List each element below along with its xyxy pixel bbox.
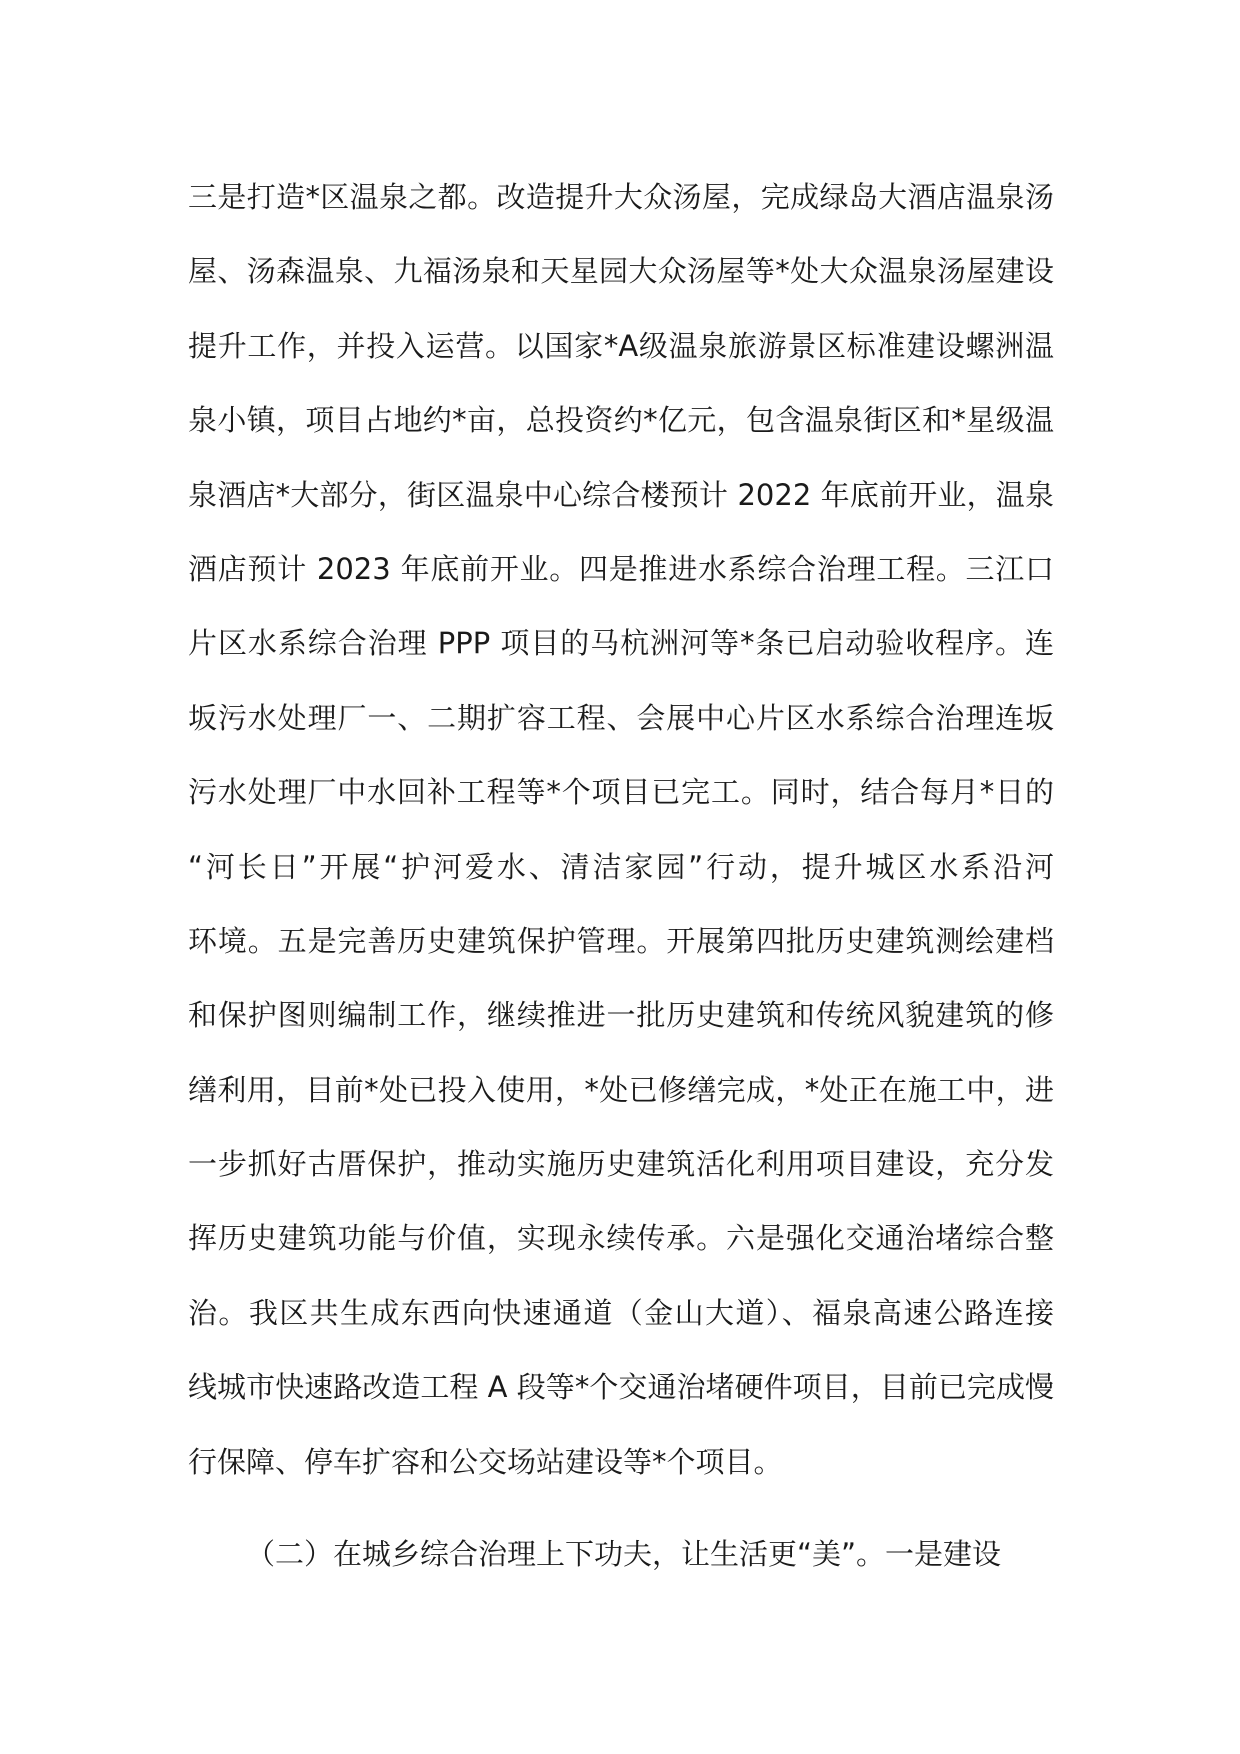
text-line: 提升工作，并投入运营。以国家*A级温泉旅游景区标准建设螺洲温	[188, 328, 1054, 363]
text-line: 坂污水处理厂一、二期扩容工程、会展中心片区水系综合治理连坂	[188, 700, 1054, 735]
text-line: （二）在城乡综合治理上下功夫，让生活更“美”。一是建设	[246, 1537, 1002, 1571]
text-line: 缮利用，目前*处已投入使用，*处已修缮完成，*处正在施工中，进	[188, 1072, 1054, 1107]
text-line: 一步抓好古厝保护，推动实施历史建筑活化利用项目建设，充分发	[188, 1147, 1054, 1182]
text-line: 酒店预计 2023 年底前开业。四是推进水系综合治理工程。三江口	[188, 551, 1054, 586]
text-line: 治。我区共生成东西向快速通道（金山大道）、福泉高速公路连接	[188, 1295, 1054, 1330]
text-line: 环境。五是完善历史建筑保护管理。开展第四批历史建筑测绘建档	[188, 923, 1054, 958]
text-line: 泉小镇，项目占地约*亩，总投资约*亿元，包含温泉街区和*星级温	[188, 403, 1054, 438]
text-line: 行保障、停车扩容和公交场站建设等*个项目。	[188, 1444, 783, 1479]
text-line: 泉酒店*大部分，街区温泉中心综合楼预计 2022 年底前开业，温泉	[188, 477, 1054, 512]
body-paragraph-2	[188, 1517, 1054, 1591]
body-paragraph-1	[188, 160, 1054, 1499]
text-line: 屋、汤森温泉、九福汤泉和天星园大众汤屋等*处大众温泉汤屋建设	[188, 254, 1054, 289]
text-line: 线城市快速路改造工程 A 段等*个交通治堵硬件项目，目前已完成慢	[188, 1370, 1054, 1405]
text-line: “河长日”开展“护河爱水、清洁家园”行动，提升城区水系沿河	[188, 849, 1054, 884]
text-line: 片区水系综合治理 PPP 项目的马杭洲河等*条已启动验收程序。连	[188, 626, 1054, 661]
text-line: 三是打造*区温泉之都。改造提升大众汤屋，完成绿岛大酒店温泉汤	[188, 180, 1054, 214]
text-line: 挥历史建筑功能与价值，实现永续传承。六是强化交通治堵综合整	[188, 1221, 1054, 1256]
text-line: 污水处理厂中水回补工程等*个项目已完工。同时，结合每月*日的	[188, 775, 1054, 810]
text-line: 和保护图则编制工作，继续推进一批历史建筑和传统风貌建筑的修	[188, 998, 1054, 1033]
